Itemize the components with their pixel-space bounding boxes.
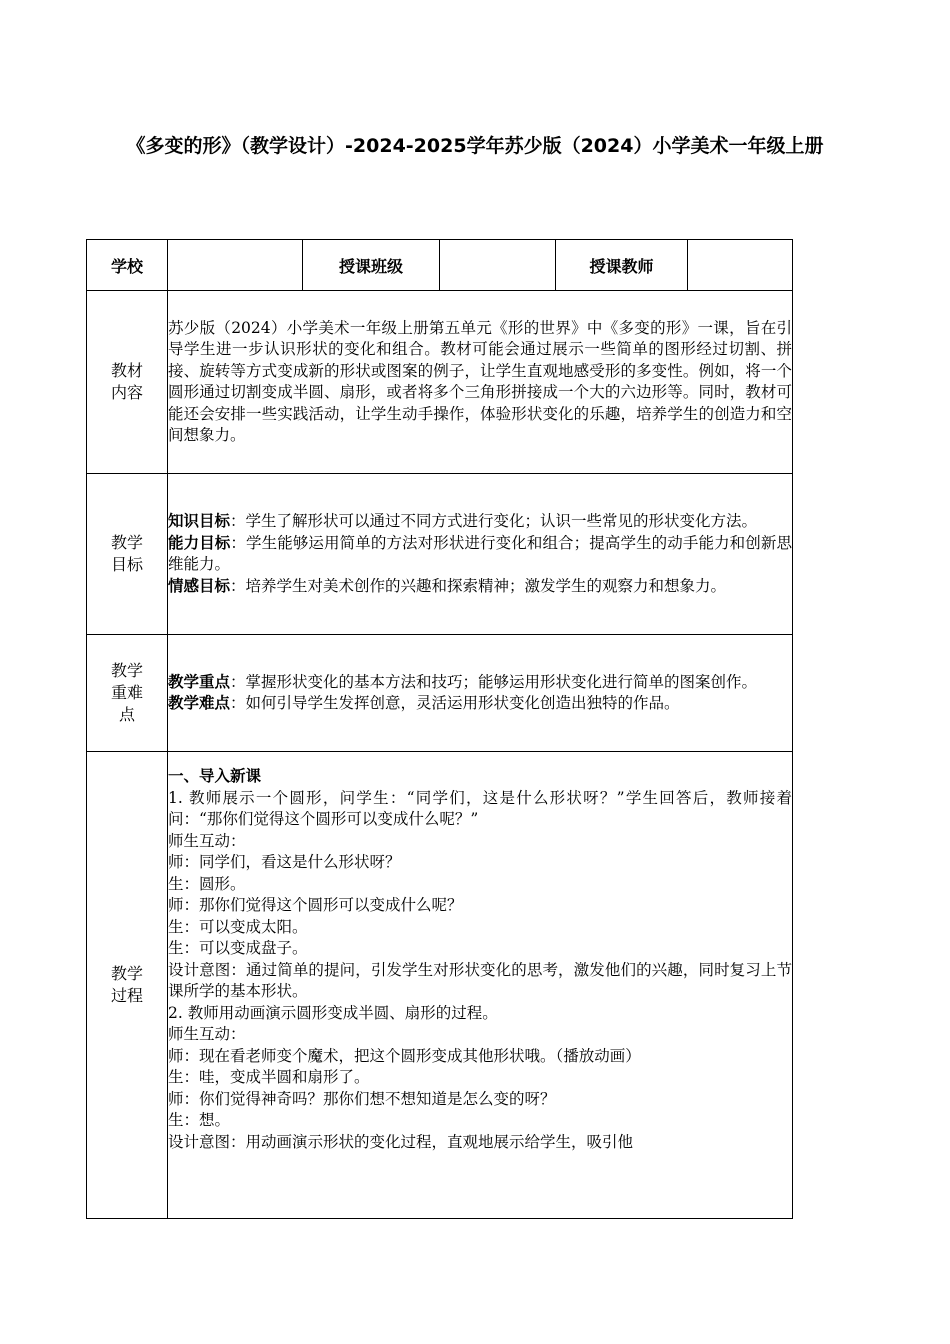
lesson-plan-table — [86, 239, 793, 1219]
process-line: 师生互动： — [168, 831, 246, 850]
process-line: 师：那你们觉得这个圆形可以变成什么呢？ — [168, 896, 463, 914]
goals-cell — [168, 474, 793, 635]
keypoints-label-cell — [87, 635, 168, 752]
process-line: 生：可以变成太阳。 — [168, 917, 308, 936]
school-label: 学校 — [87, 240, 168, 291]
content-text: 苏少版（2024）小学美术一年级上册第五单元《形的世界》中《多变的形》一课，旨在引导学生进一步认识形状的变化和组合。教材可能会通过展示一些简单的图形经过切割、拼接、旋转等方式变成新的形状或图案的例子，让学生直观地感受形的多变性。例如，将一个圆形通过切割变成半圆、扇形，或者将多个三角形拼接成一个大的六边形等。同时，教材可能还会安排一些实践活动，让学生动手操作，体验形状变化的乐趣，培养学生的创造力和空间想象力。 — [168, 318, 792, 444]
process-line: 2. 教师用动画演示圆形变成半圆、扇形的过程。 — [168, 1003, 498, 1022]
process-cell — [168, 752, 793, 1219]
keypoints-cell — [168, 635, 793, 752]
keypoint-item: 教学重点：掌握形状变化的基本方法和技巧；能够运用形状变化进行简单的图案创作。 — [168, 672, 758, 691]
school-value — [168, 240, 303, 291]
process-line: 设计意图：通过简单的提问，引发学生对形状变化的思考，激发他们的兴趣，同时复习上节课所学的基本形状。 — [168, 960, 792, 1000]
class-label: 授课班级 — [303, 240, 440, 291]
keypoints-label: 教学重难点 — [110, 661, 143, 724]
goal-item: 知识目标：学生了解形状可以通过不同方式进行变化；认识一些常见的形状变化方法。 — [168, 512, 758, 530]
process-line: 1. 教师展示一个圆形，问学生：“同学们，这是什么形状呀？”学生回答后，教师接着问：“那你们觉得这个圆形可以变成什么呢？” — [168, 788, 792, 828]
process-label-cell — [87, 752, 168, 1219]
content-cell — [168, 291, 793, 474]
process-line: 师：现在看老师变个魔术，把这个圆形变成其他形状哦。（播放动画） — [168, 1046, 641, 1065]
teacher-value — [688, 240, 793, 291]
keypoint-item: 教学难点：如何引导学生发挥创意，灵活运用形状变化创造出独特的作品。 — [168, 694, 680, 712]
content-label-cell — [87, 291, 168, 474]
process-line: 生：可以变成盘子。 — [168, 939, 308, 957]
process-line: 生：圆形。 — [168, 874, 246, 893]
process-line: 设计意图：用动画演示形状的变化过程，直观地展示给学生，吸引他 — [168, 1132, 634, 1151]
content-label: 教材内容 — [110, 361, 143, 402]
process-line: 师：你们觉得神奇吗？那你们想不想知道是怎么变的呀？ — [168, 1089, 556, 1108]
goal-item: 能力目标：学生能够运用简单的方法对形状进行变化和组合；提高学生的动手能力和创新思维能力。 — [168, 533, 792, 573]
goal-item: 情感目标：培养学生对美术创作的兴趣和探索精神；激发学生的观察力和想象力。 — [168, 576, 727, 595]
process-line: 师生互动： — [168, 1025, 246, 1043]
teacher-label: 授课教师 — [556, 240, 688, 291]
goals-label: 教学目标 — [110, 533, 143, 574]
process-label: 教学过程 — [110, 964, 143, 1005]
process-line: 师：同学们，看这是什么形状呀？ — [168, 853, 401, 871]
goals-label-cell — [87, 474, 168, 635]
class-value — [440, 240, 556, 291]
process-row — [87, 752, 793, 1219]
content-row — [87, 291, 793, 474]
section-title: 一、导入新课 — [168, 767, 262, 785]
process-line: 生：想。 — [168, 1111, 231, 1129]
goals-row — [87, 474, 793, 635]
document-title: 《多变的形》（教学设计）-2024-2025学年苏少版（2024）小学美术一年级上册 — [126, 135, 824, 157]
keypoints-row — [87, 635, 793, 752]
header-row — [87, 240, 793, 291]
process-line: 生：哇，变成半圆和扇形了。 — [168, 1068, 370, 1086]
